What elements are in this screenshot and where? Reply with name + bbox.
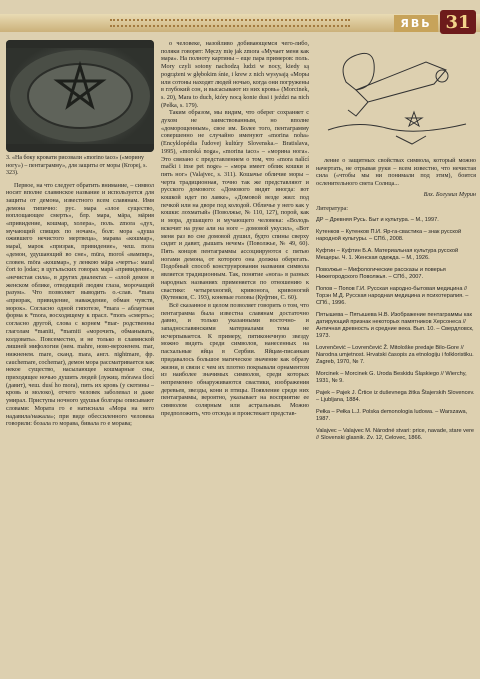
column-2-text-a: о человеке, назойливо добивающемся чего-либо, поляки говорят: Męczy mię jak zmora «Мучает меня как мара». На полноту картины – еще пара примеров: поль. Mory czyli sotony nachodzą ludzi w nocy, kiedy są pogrążeni w głębokim śnie, i krew z nich wysysają «Моры или сотоны находят людей ночью, когда они погружены в глубокий сон, и высасывают из них кровь» (Morcinek, s. 20), Mara to duch, który nocą konie dusi i jeździ na nich (Pełka, s. 179). xyxy=(161,40,309,109)
page-number: 31 xyxy=(440,10,476,34)
column-3 xyxy=(316,40,476,447)
reference-item: Morcinek – Morcinek G. Uroda Beskidu Śląskiego // Wierchy, 1931, № 9. xyxy=(316,371,467,385)
reference-item: ДР – Древняя Русь. Быт и культура. – М., 1997. xyxy=(316,217,439,224)
reference-item: Пятышева – Пятышева Н.В. Изображение пентаграммы как датирующий признак некоторых памятников Херсонеса //Античная древность и средние века. Вып. 10. – Свердловск, 1973. xyxy=(316,312,474,340)
reference-item: Поволжье – Мифологические рассказы и поверья Нижегородского Поволжья. – СПб., 2007. xyxy=(316,267,446,281)
references-title: Литература: xyxy=(316,204,348,212)
column-2 xyxy=(161,40,309,417)
amulet-drawing xyxy=(316,40,476,156)
author: Влх. Богумил Мурин xyxy=(423,190,476,198)
reference-item: Lovrenčević – Lovrenčević Ž. Mitološke predaje Bilo-Gore // Narodna umjetnost. Hrvatski časopis za etnologiju i folkloristiku. Zagreb, 1970, № 7. xyxy=(316,345,474,366)
photo-caption: 3. «На боку кровати рисовали «morino taco» («морину ногу») – пентаграмму», для защиты от моры (Кropeį, s. 323). xyxy=(6,155,147,176)
reference-item: Valajvec – Valajvec M. Národné stvari: price, navade, stare vere // Slovenski glasnik. Zv. 12, Celovec, 1866. xyxy=(316,428,475,442)
reference-item: Pajek – Pajek J. Črtice iz duševnega žitka Štajerskih Slovencev. – Ljubljana, 1884. xyxy=(316,390,475,404)
page-header xyxy=(0,0,480,38)
header-ornament xyxy=(110,19,350,27)
column-1-text: Первое, на что следует обратить внимание, – символ носит вполне славянское название и используется для защиты от демона, известного всем славянам. Имя демона типично: рус. мара «злое существо, воплощающее смерть», блр. мара, мāра, мāрия «привидение, кошмар, холера», поль. zmora «дух, мучающий спящих по ночам», болг. мора «душа ожившего нечистого мертвеца», марава «кошмар», мараĭ, марок «призрак, привидение», чеш. mora «демон, удушающий во сне», mūra, morоš «вампир», словен. mōra «кошмар», у ленкою мāра «чертъ»: мaraĭ čort to ļodac; в цугъльских говорах марā «привидение», «нечистая сила», в других диалектах – «злой демон в женском облике, отводящий людям глаза, морочащий разум». Что позволяет выводить о.-слав. *mara «призрак, привидение, наваждение, обман чувств, морок». Согласно одной гипотезе, *mara – аблаутная форма к *mora, восходящему к прасл. *morь «смерть»; согласно другой, слова с корнем *mar- родственны глаголам *maniti, *mamiti «морочить, обманывать, колдовать». Повсеместно, и не только в славянской лишней мифологии (нем. mahre, ново-верхненем. mar, нижненем. mare, сканд. mara, англ. nightmare, фр. cauchemare, cochemar), демон мора рассматривается как некое существо, насылающее кошмарные сны, приходящее ночью душить людей (лужиц. mórawa tlocí (давит), чеш. dusí ho mora), пить их кровь (у скотины – кровь и молоко), отчего человек заболевал и даже умирал. Приступы ночного удушья болгары описывают словами: Мората го е натиснала «Мора на него надавила/нажала»; при виде обессиленного человека говорили: бозала го морава, бивала го е морава; xyxy=(6,181,154,428)
reference-item: Куфтин – Куфтин Б.А. Материальная культура русской Мещеры. Ч. 1. Женская одежда. – М., 1926. xyxy=(316,248,459,262)
section-label: ЯВЬ xyxy=(394,15,438,32)
column-3-quote: ление о защитных свойствах символа, который можно начертать, не отрывая руки – всем известно, что нечистая сила («чтобы мы ни понимали под этим), боится осленительного света Солнца... xyxy=(316,157,476,188)
column-2-text-b: Таким образом, мы видим, что оберег сохраняет с духом не заимствованным, но вполне «доморощенным», свое им. Более того, пентаграмму совершенно не случайно именуют «morina noha» (Encyklopédia ľudovej kultúry Slovenska.– Bratislava, 1995), «morská noga», «morina taco» – «морина нога». Это связано с представлением о том, что «mora nalící mački i inse pet noge» – «мора имеет облик кошки и пять ног» (Valajvec, s. 311). Кошачье обличие моры – черта традиционная, точно так же представляют и русского домового: «Домового видят иногда: вот кошкой идет по лавке», «Домовой везде жил: под печкой или на дворе под колодой. Обличье у него как у кошки: лохматый» (Поволжье, № 110, 127), порой, как и мора, душащего и мучающего человека: «Володь вскочит на руке али на ноге – домовой укусил», «Вот меня раз во сне домовой душил, будто спины сверху сидит и давит, дышать нечем» (Поволжье, № 49, 60). Пять концов пентаграммы ассоциируются с пятью ногами демона, от которого она должна оберегать. Подобный способ конструирования названия символа является традиционным. Так, понятие «нога» в разных народных названиях применяется по отношению к свастике: четырехногий, кривонога, кривоногий (Кутенков, С. 193), коневые головы (Куфтин, С. 60). xyxy=(161,109,309,302)
reference-item: Кутенков – Кутенков П.И. Яр-га-свастика – знак русской народной культуры. – СПб., 2008. xyxy=(316,229,462,243)
column-2-text-c: Всё сказанное в целом позволяет говорить о том, что пентаграмма была известна славянам достаточно давно, и только указанными восточно- и западнославянскими материалами тема не исчерпывается. К примеру, пятиконечную звезду можно видеть среди символов, нанесенных на пасхальные яйца в Сербии. Яйцам-писанкам придавалось большое магическое значение как образу жизни, в связи с чем их плотно покрывали орнаментом из наиболее значимых символов, среди которых непременно обнаруживаются свастики, изображения деревьев, звезды, кони и птицы. Появление среди них пентаграммы, вероятно, указывает на восприятие ее символом солярным или астральным. Можно предположить, что отсюда и проистекает представ- xyxy=(161,301,309,417)
reference-item: Попов – Попов Г.И. Русская народно-бытовая медицина // Торэн М.Д. Русская народная медицина и психотерапия. – СПб., 1996. xyxy=(316,286,469,307)
reference-item: Pełka – Pełka L.J. Polska demonologia ludowa. – Warszawa, 1987. xyxy=(316,409,468,423)
references-list xyxy=(316,217,476,442)
bed-photo xyxy=(6,40,154,152)
column-1 xyxy=(6,40,154,428)
